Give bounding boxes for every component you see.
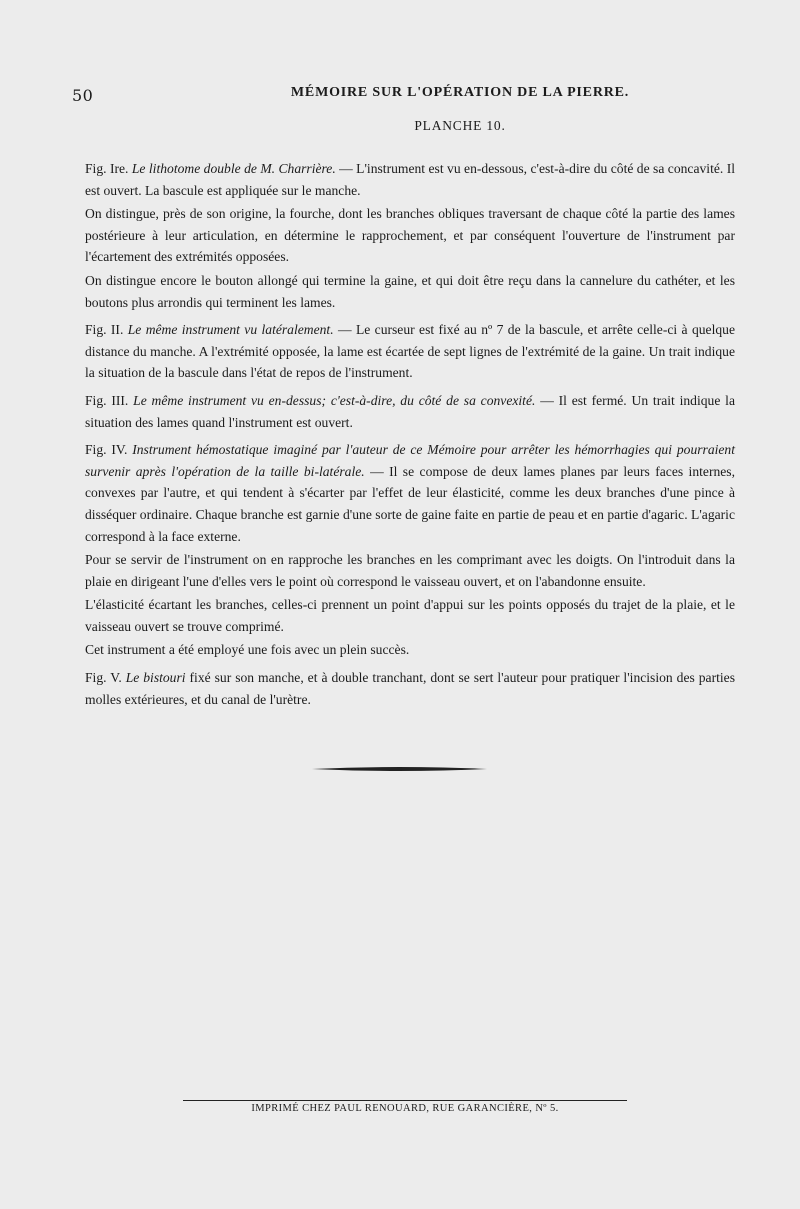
paragraph-text: On distingue encore le bouton allongé qui termine la gaine, et qui doit être reçu dans la cannelure du cathéter, et les boutons plus arrondis qui terminent les lames. [85,272,735,310]
paragraph-usage [85,549,735,592]
paragraph-text: L'élasticité écartant les branches, celles-ci prennent un point d'appui sur les points opposés du trajet de la plaie, et le vaisseau ouvert se trouve comprimé. [85,597,735,634]
ornamental-rule [312,765,487,773]
paragraph-text: Pour se servir de l'instrument on en rapproche les branches en les comprimant avec les doigts. On l'introduit dans la plaie en dirigeant l'une d'elles vers le point où correspond le vaisseau ouvert, et on l'abandonne ensuite. [85,552,735,589]
figure-label: Fig. IV. [85,442,128,458]
paragraph-fig-2 [85,319,735,384]
paragraph-text: — Il est fermé. Un trait indique la situation des lames quand l'instrument est ouvert. [85,392,735,430]
paragraph-fig-4 [85,439,735,547]
printer-imprint: IMPRIMÉ CHEZ PAUL RENOUARD, RUE GARANCIÈRE, Nº 5. [251,1103,559,1114]
figure-label: Fig. III. [85,392,129,408]
paragraph-fig-1 [85,158,735,201]
figure-label: Fig. II. [85,322,124,338]
running-title: MÉMOIRE SUR L'OPÉRATION DE LA PIERRE. [290,85,630,100]
figure-caption: Le même instrument vu latéralement. [127,322,334,338]
paragraph-text: On distingue, près de son origine, la fourche, dont les branches obliques traversant de chaque côté la partie des lames postérieure à leur articulation, en détermine le rapprochement, et par conséquent l'ouverture de l'instrument par l'écartement des extrémités opposées. [85,206,735,265]
paragraph-text: — Il se compose de deux lames planes par leurs faces internes, convexes par l'autre, et qui tendent à s'écarter par l'effet de leur élasticité, comme les deux branches d'une pince à disséquer ordinaire. Chaque branche est garnie d'une sorte de gaine faite en partie de peau et en partie d'agaric. L'agaric correspond à la face externe. [85,463,735,544]
paragraph-succes [85,639,735,661]
paragraph-elasticite [85,594,735,637]
page-number: 50 [72,86,94,105]
footer-rule [183,1100,627,1101]
paragraph-fig-3 [85,390,735,433]
figure-label: Fig. Ire. [85,161,129,176]
paragraph-text: — L'instrument est vu en-dessous, c'est-à-dire du côté de sa concavité. Il est ouvert. La bascule est appliquée sur le manche. [85,161,735,198]
paragraph-text: fixé sur son manche, et à double tranchant, dont se sert l'auteur pour pratiquer l'incision des parties molles extérieures, et du canal de l'urètre. [85,670,735,707]
paragraph-text: — Le curseur est fixé au nº 7 de la bascule, et arrête celle-ci à quelque distance du manche. A l'extrémité opposée, la lame est écartée de sept lignes de l'extrémité de la gaine. Un trait indique la situation de la bascule dans l'état de repos de l'instrument. [85,322,735,381]
figure-caption: Le même instrument vu en-dessus; c'est-à-dire, du côté de sa convexité. [133,392,536,408]
paragraph-fourche [85,203,735,268]
body-text [85,152,735,710]
plate-title: PLANCHE 10. [414,118,506,133]
paragraph-bouton [85,270,735,313]
paragraph-text: Cet instrument a été employé une fois avec un plein succès. [85,642,410,658]
figure-caption: Instrument hémostatique imaginé par l'auteur de ce Mémoire pour arrêter les hémorrhagies qui pourraient survenir après l'opération de la taille bi-latérale. [85,442,736,479]
figure-label: Fig. V. [85,670,122,686]
figure-caption: Le bistouri [125,670,186,686]
paragraph-fig-5 [85,667,735,710]
figure-caption: Le lithotome double de M. Charrière. [131,161,336,176]
